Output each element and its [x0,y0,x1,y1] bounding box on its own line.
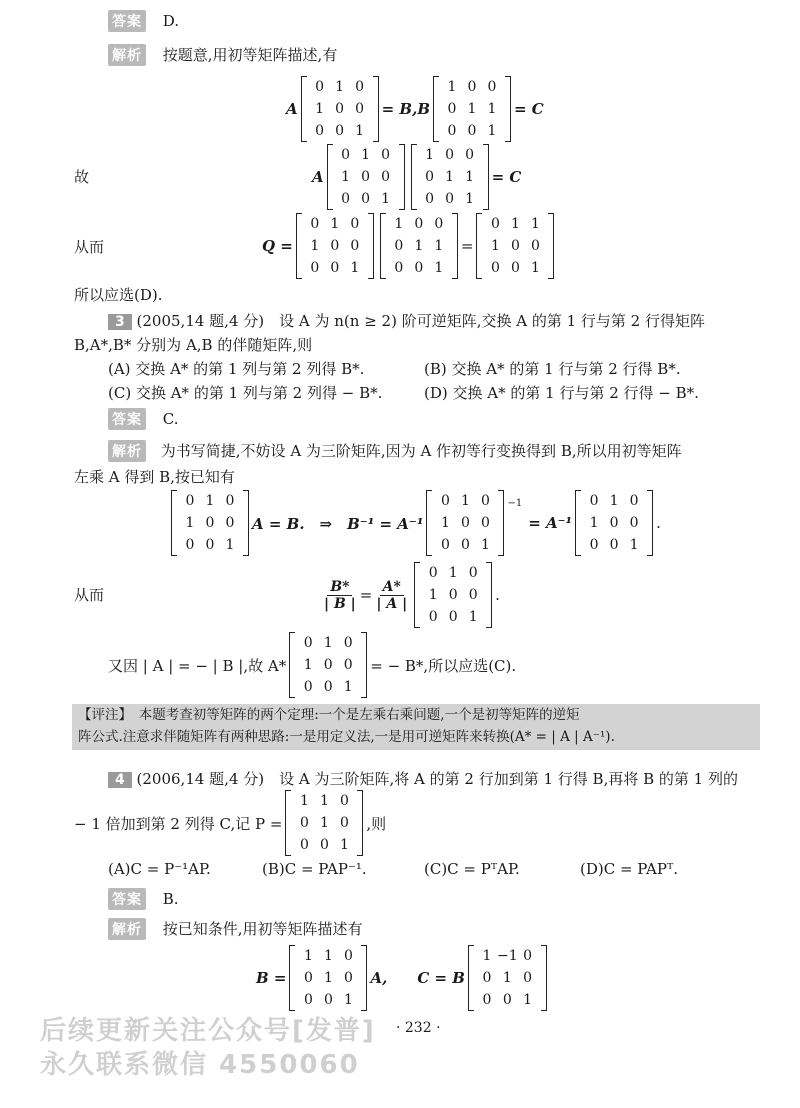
analysis-tag: 解析 [108,918,146,940]
matrix-cell: 0 [303,635,313,651]
math-symbol: B = [256,969,287,987]
matrix-cell: 0 [510,238,520,254]
matrix-cell: 1 [323,635,333,651]
matrix-cell: 0 [303,679,313,695]
matrix-cell: 0 [428,565,438,581]
answer-value: B. [162,890,179,908]
matrix-cell: 1 [530,260,540,276]
matrix-cell: 1 [344,992,353,1008]
math-symbol: = A⁻¹ [528,514,573,532]
matrix-cell: 0 [339,815,349,831]
option-d-p4: (D)C = PAPᵀ. [580,860,679,878]
matrix-cell: 1 [394,216,404,232]
matrix-cell: 0 [344,970,353,986]
matrix-cell: 0 [434,216,444,232]
matrix-cell: 0 [310,216,320,232]
matrix-cell: 0 [425,191,435,207]
matrix [411,144,489,210]
matrix-cell: 1 [629,537,639,553]
matrix-cell: 0 [480,515,490,531]
matrix-cell: 1 [480,537,490,553]
matrix-cell: 0 [350,238,360,254]
matrix-cell: 0 [324,992,333,1008]
matrix-cell: 1 [319,793,329,809]
answer-tag: 答案 [108,888,146,910]
matrix-cell: 0 [310,260,320,276]
text: 又因 | A | = − | B |,故 A* [108,656,287,675]
matrix-cell: 1 [434,238,444,254]
equation-4 [168,490,661,556]
matrix-cell: 1 [330,216,340,232]
option-d: (D) 交换 A* 的第 1 行与第 2 行得 − B*. [424,384,699,402]
matrix [171,490,249,556]
equation-6 [108,632,516,698]
math-symbol: = B,B [381,100,431,118]
math-symbol: = [460,237,474,255]
matrix-cell: 0 [460,515,470,531]
matrix-cell: 0 [447,123,457,139]
matrix-cell: 0 [447,101,457,117]
matrix-cell: 0 [304,992,313,1008]
matrix-cell: 0 [343,657,353,673]
matrix-cell: 0 [330,260,340,276]
problem-3-stem [108,310,705,331]
option-a-p4: (A)C = P⁻¹AP. [108,860,211,878]
matrix-cell: 1 [303,657,313,673]
matrix-cell: 0 [315,79,325,95]
analysis-tag: 解析 [108,440,146,462]
matrix-cell: 0 [490,260,500,276]
matrix-cell: 0 [428,609,438,625]
matrix-cell: 1 [414,238,424,254]
text-conger: 从而 [74,238,105,256]
equation-2 [312,144,521,210]
conclusion-p2: 所以应选(D). [74,286,163,304]
text: − 1 倍加到第 2 列得 C,记 P = [74,814,283,833]
matrix-cell: 0 [502,992,512,1008]
analysis-text: 为书写简捷,不妨设 A 为三阶矩阵,因为 A 作初等行变换得到 B,所以用初等矩阵 [160,442,682,460]
watermark-line-1: 后续更新关注公众号[发普] [40,1016,376,1046]
matrix-cell: 0 [530,238,540,254]
matrix [289,632,367,698]
answer-line-p3 [108,408,179,430]
math-symbol: C = B [417,969,465,987]
matrix-cell: 0 [330,238,340,254]
matrix [285,790,363,856]
matrix-cell: 0 [609,515,619,531]
matrix-cell: 0 [482,970,492,986]
matrix-cell: 0 [323,657,333,673]
equation-1 [286,76,544,142]
matrix-cell: 1 [487,123,497,139]
matrix-cell: 0 [185,493,195,509]
matrix-cell: 0 [460,537,470,553]
matrix [433,76,511,142]
matrix-cell: 1 [609,493,619,509]
matrix-cell: 0 [523,948,533,964]
math-symbol: A = B. ⇒ B⁻¹ = A⁻¹ [252,514,424,533]
fraction-b [324,579,356,612]
matrix-cell: 1 [468,609,478,625]
matrix-cell: 1 [310,238,320,254]
matrix-cell: 0 [425,169,435,185]
matrix-cell: 1 [467,101,477,117]
matrix-cell: 0 [629,515,639,531]
comment-box [72,704,760,750]
analysis-text: 按题意,用初等矩阵描述,有 [162,46,338,64]
math-symbol: Q = [262,237,293,255]
comment-line-2: 阵公式.注意求伴随矩阵有两种思路:一是用定义法,一是用可逆矩阵来转换(A* = | A | A⁻¹). [78,729,615,745]
option-a: (A) 交换 A* 的第 1 列与第 2 列得 B*. [108,360,365,378]
matrix-cell: 1 [339,837,349,853]
page-number: · 232 · [396,1020,441,1036]
matrix-cell: 0 [315,123,325,139]
equation-7 [256,945,550,1011]
matrix-cell: 0 [323,679,333,695]
analysis-line-p2 [108,44,337,66]
option-c-p4: (C)C = PᵀAP. [424,860,520,878]
matrix-cell: 0 [467,123,477,139]
matrix-cell: 1 [440,515,450,531]
matrix-cell: 0 [381,169,391,185]
matrix-cell: 0 [440,493,450,509]
matrix-cell: 0 [341,191,351,207]
matrix-cell: 1 [324,970,333,986]
matrix-cell: 1 [343,679,353,695]
superscript: −1 [507,497,523,509]
matrix-cell: 0 [482,992,492,1008]
matrix-cell: 0 [361,169,371,185]
matrix-cell: 0 [465,147,475,163]
matrix-cell: 0 [609,537,619,553]
analysis-line-p3-2: 左乘 A 得到 B,按已知有 [74,468,235,486]
matrix-cell: 1 [502,970,512,986]
matrix-cell: 1 [428,587,438,603]
matrix-cell: 0 [343,635,353,651]
analysis-text: 按已知条件,用初等矩阵描述有 [162,920,363,938]
matrix-cell: 1 [465,191,475,207]
matrix [301,76,379,142]
matrix-cell: 0 [414,260,424,276]
matrix-cell: 1 [299,793,309,809]
matrix-cell: 0 [335,123,345,139]
matrix-cell: 1 [355,123,365,139]
matrix-cell: 1 [523,992,533,1008]
matrix-cell: 0 [225,515,235,531]
matrix-cell: 0 [480,493,490,509]
matrix [296,213,374,279]
matrix-cell: 1 [530,216,540,232]
equation-3 [262,213,557,279]
answer-value: D. [162,12,180,30]
stem-text: (2005,14 题,4 分) 设 A 为 n(n ≥ 2) 阶可逆矩阵,交换 A 的第 1 行与第 2 行得矩阵 [136,312,705,330]
matrix-cell: 0 [394,238,404,254]
matrix-cell: 0 [629,493,639,509]
matrix-cell: 0 [299,815,309,831]
matrix-cell: 1 [448,565,458,581]
matrix [468,945,547,1011]
matrix-cell: 0 [490,216,500,232]
matrix-cell: 0 [467,79,477,95]
stem-text: (2006,14 题,4 分) 设 A 为三阶矩阵,将 A 的第 2 行加到第 1 行得 B,再将 B 的第 1 列的 [136,770,738,788]
matrix-cell: 1 [465,169,475,185]
matrix [289,945,367,1011]
problem-4-stem [108,768,738,789]
matrix-cell: 1 [482,948,492,964]
matrix-cell: 1 [487,101,497,117]
matrix-cell: 1 [445,169,455,185]
matrix-cell: 0 [225,493,235,509]
matrix-cell: 1 [425,147,435,163]
denominator: | B | [324,595,356,612]
matrix-cell: 0 [335,101,345,117]
matrix-cell: 1 [381,191,391,207]
math-symbol: . [495,586,500,604]
matrix-cell: 0 [319,837,329,853]
matrix-cell: 1 [350,260,360,276]
matrix-cell: 0 [445,191,455,207]
math-symbol: A [312,168,324,186]
problem-number: 4 [108,772,132,788]
analysis-line-p3 [108,440,682,462]
matrix-cell: 1 [304,948,313,964]
matrix [380,213,458,279]
answer-value: C. [162,410,179,428]
matrix-cell: 0 [185,537,195,553]
equation-5: $\frac{B*}{| B |}$ = $\frac{A*}{| A |}$ 0 1 0 1 0 0 0 0 1 . [320,562,500,628]
matrix [476,213,554,279]
option-c: (C) 交换 A* 的第 1 列与第 2 列得 − B*. [108,384,383,402]
fraction-a [376,579,407,612]
matrix-cell: 0 [448,587,458,603]
math-symbol: = C [491,168,522,186]
matrix-cell: 1 [510,216,520,232]
numerator: A* [380,579,404,596]
matrix-cell: 0 [339,793,349,809]
option-b-p4: (B)C = PAP⁻¹. [262,860,367,878]
matrix-cell: 0 [448,609,458,625]
matrix [575,490,653,556]
matrix-cell: 0 [468,565,478,581]
analysis-line-p4 [108,918,363,940]
matrix-cell: 1 [315,101,325,117]
answer-tag: 答案 [108,408,146,430]
matrix-cell: 0 [589,537,599,553]
math-symbol: A [286,100,298,118]
matrix [414,562,492,628]
denominator: | A | [376,595,408,612]
matrix-cell: 1 [341,169,351,185]
numerator: B* [327,579,352,596]
problem-number: 3 [108,314,132,330]
matrix-cell: 0 [361,191,371,207]
matrix-cell: 0 [468,587,478,603]
matrix-cell: 0 [589,493,599,509]
matrix-cell: 0 [355,79,365,95]
matrix-cell: 0 [350,216,360,232]
matrix-cell: 1 [324,948,333,964]
text-conger-2: 从而 [74,586,105,604]
matrix-cell: 1 [589,515,599,531]
matrix-cell: 1 [319,815,329,831]
answer-tag: 答案 [108,10,146,32]
problem-3-stem-2: B,A*,B* 分别为 A,B 的伴随矩阵,则 [74,336,313,354]
matrix-cell: 1 [361,147,371,163]
matrix-cell: 0 [344,948,353,964]
matrix-cell: 1 [335,79,345,95]
matrix [426,490,504,556]
comment-line-1: 【评注】 本题考查初等矩阵的两个定理:一个是左乘右乘问题,一个是初等矩阵的逆矩 [78,707,580,723]
matrix-cell: 0 [341,147,351,163]
matrix-cell: 0 [440,537,450,553]
matrix-cell: 1 [490,238,500,254]
matrix-cell: 1 [185,515,195,531]
matrix-cell: 0 [299,837,309,853]
matrix-cell: 0 [510,260,520,276]
text: ,则 [366,814,387,833]
matrix-cell: −1 [496,948,518,964]
option-b: (B) 交换 A* 的第 1 行与第 2 行得 B*. [424,360,681,378]
matrix [327,144,405,210]
text-gu: 故 [74,168,90,186]
matrix-cell: 0 [445,147,455,163]
text: = − B*,所以应选(C). [370,656,517,675]
matrix-cell: 0 [487,79,497,95]
matrix-cell: 0 [381,147,391,163]
matrix-cell: 0 [523,970,533,986]
matrix-cell: 0 [394,260,404,276]
matrix-cell: 1 [225,537,235,553]
math-symbol: . [656,514,661,532]
watermark-line-2: 永久联系微信 4550060 [40,1050,360,1080]
math-symbol: A, [370,969,388,987]
matrix-cell: 0 [205,515,215,531]
matrix-cell: 0 [304,970,313,986]
matrix-cell: 1 [434,260,444,276]
matrix-cell: 0 [205,537,215,553]
matrix-cell: 0 [414,216,424,232]
answer-line-p2 [108,10,179,32]
matrix-cell: 1 [205,493,215,509]
matrix-cell: 0 [355,101,365,117]
answer-line-p4 [108,888,179,910]
matrix-cell: 1 [447,79,457,95]
matrix-cell: 1 [460,493,470,509]
math-symbol: = C [514,100,544,118]
analysis-tag: 解析 [108,44,146,66]
problem-4-stem-2 [74,790,386,856]
